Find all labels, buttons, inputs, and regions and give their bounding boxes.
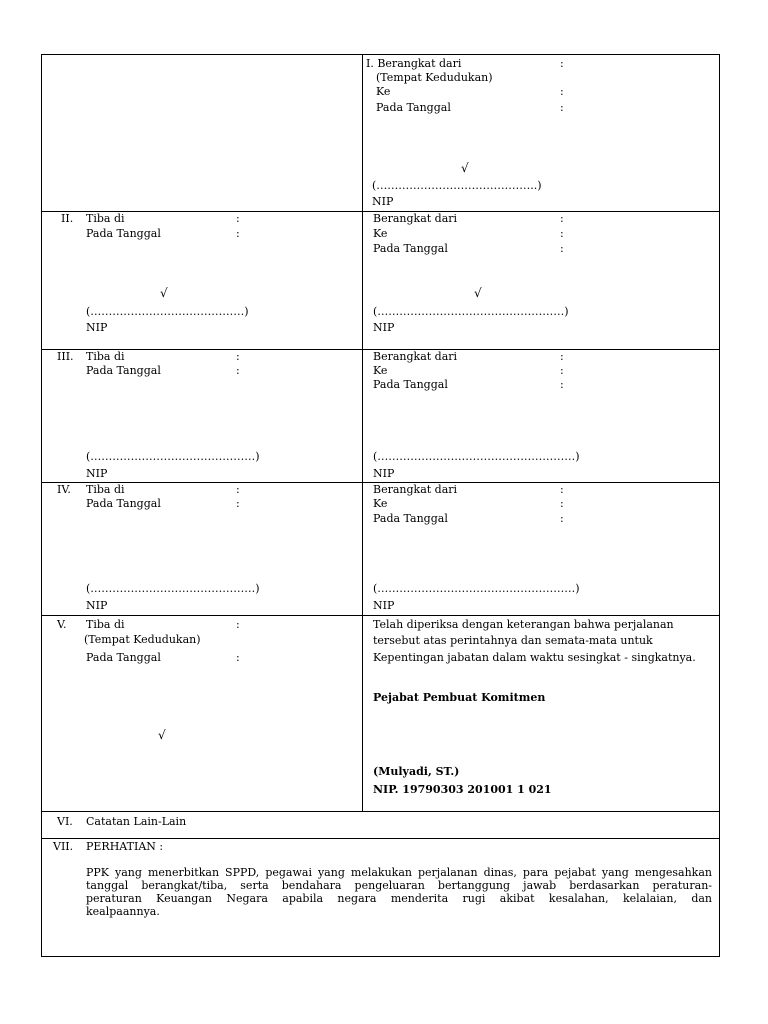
tanggal-label: Pada Tanggal: [373, 378, 448, 391]
colon: :: [560, 378, 564, 391]
official-title: Pejabat Pembuat Komitmen: [373, 691, 546, 704]
colon: :: [236, 483, 240, 496]
tanggal-label: Pada Tanggal: [373, 512, 448, 525]
tanggal-label: Pada Tanggal: [86, 227, 161, 240]
tanggal-label: Pada Tanggal: [86, 497, 161, 510]
signature-line: (……………………………………………): [373, 305, 569, 318]
nip-label: NIP: [86, 599, 108, 612]
colon: :: [236, 227, 240, 240]
ke-label: Ke: [376, 85, 391, 98]
row-divider: [41, 615, 720, 616]
colon: :: [560, 483, 564, 496]
nip-label: NIP: [86, 321, 108, 334]
tiba-label: Tiba di: [86, 350, 125, 363]
berangkat-label: I. Berangkat dari: [366, 57, 462, 70]
tempat-kedudukan-label: (Tempat Kedudukan): [84, 633, 201, 646]
colon: :: [560, 227, 564, 240]
colon: :: [560, 350, 564, 363]
tanggal-label: Pada Tanggal: [373, 242, 448, 255]
paragraph-line: PPK yang menerbitkan SPPD, pegawai yang melakukan perjalanan dinas, para pejabat yang mengesahkan: [86, 866, 712, 879]
berangkat-label: Berangkat dari: [373, 212, 458, 225]
signature-line: (………………………………………………): [373, 450, 580, 463]
ke-label: Ke: [373, 497, 388, 510]
check-mark: √: [160, 286, 168, 300]
paragraph-line: tanggal berangkat/tiba, serta bendahara pengeluaran bertanggung jawab berdasarkan peraturan-: [86, 879, 712, 892]
tiba-label: Tiba di: [86, 618, 125, 631]
colon: :: [236, 350, 240, 363]
nip-label: NIP: [373, 321, 395, 334]
signature-line: (……………………………………): [86, 305, 249, 318]
notes-label: Catatan Lain-Lain: [86, 815, 187, 828]
column-divider: [362, 54, 363, 811]
section-number: III.: [57, 350, 74, 363]
signature-line: (………………………………………): [86, 582, 260, 595]
official-nip: NIP. 19790303 201001 1 021: [373, 783, 552, 796]
row-divider: [41, 838, 720, 839]
check-mark: √: [158, 728, 166, 742]
paragraph-line: peraturan Keuangan Negara apabila negara menderita rugi akibat kesalahan, kelalaian, dan: [86, 892, 712, 905]
nip-label: NIP: [86, 467, 108, 480]
colon: :: [560, 364, 564, 377]
check-mark: √: [461, 161, 469, 175]
colon: :: [236, 651, 240, 664]
colon: :: [560, 512, 564, 525]
section-number: VI.: [57, 815, 73, 828]
colon: :: [236, 497, 240, 510]
paragraph-line: kealpaannya.: [86, 905, 160, 918]
signature-line: (………………………………………): [86, 450, 260, 463]
colon: :: [236, 364, 240, 377]
verification-text: Telah diperiksa dengan keterangan bahwa perjalanan: [373, 618, 674, 631]
berangkat-label: Berangkat dari: [373, 350, 458, 363]
tiba-label: Tiba di: [86, 483, 125, 496]
attention-label: PERHATIAN :: [86, 840, 164, 853]
nip-label: NIP: [372, 195, 394, 208]
colon: :: [236, 618, 240, 631]
ke-label: Ke: [373, 364, 388, 377]
ke-label: Ke: [373, 227, 388, 240]
signature-line: (……………………………………..): [372, 179, 542, 192]
verification-text: tersebut atas perintahnya dan semata-mata untuk: [373, 634, 653, 647]
attention-paragraph: [86, 866, 712, 918]
colon: :: [560, 497, 564, 510]
berangkat-label: Berangkat dari: [373, 483, 458, 496]
tanggal-label: Pada Tanggal: [86, 364, 161, 377]
official-name: (Mulyadi, ST.): [373, 765, 460, 778]
colon: :: [560, 101, 564, 114]
section-number: II.: [61, 212, 74, 225]
colon: :: [560, 212, 564, 225]
signature-line: (………………………………………………): [373, 582, 580, 595]
section-number: IV.: [57, 483, 71, 496]
colon: :: [560, 242, 564, 255]
section-number: V.: [57, 618, 67, 631]
row-divider: [41, 811, 720, 812]
section-number: VII.: [53, 840, 74, 853]
verification-text: Kepentingan jabatan dalam waktu sesingkat - singkatnya.: [373, 651, 696, 664]
tanggal-label: Pada Tanggal: [86, 651, 161, 664]
tiba-label: Tiba di: [86, 212, 125, 225]
tanggal-label: Pada Tanggal: [376, 101, 451, 114]
check-mark: √: [474, 286, 482, 300]
tempat-kedudukan-label: (Tempat Kedudukan): [376, 71, 493, 84]
nip-label: NIP: [373, 467, 395, 480]
colon: :: [560, 85, 564, 98]
colon: :: [236, 212, 240, 225]
colon: :: [560, 57, 564, 70]
nip-label: NIP: [373, 599, 395, 612]
